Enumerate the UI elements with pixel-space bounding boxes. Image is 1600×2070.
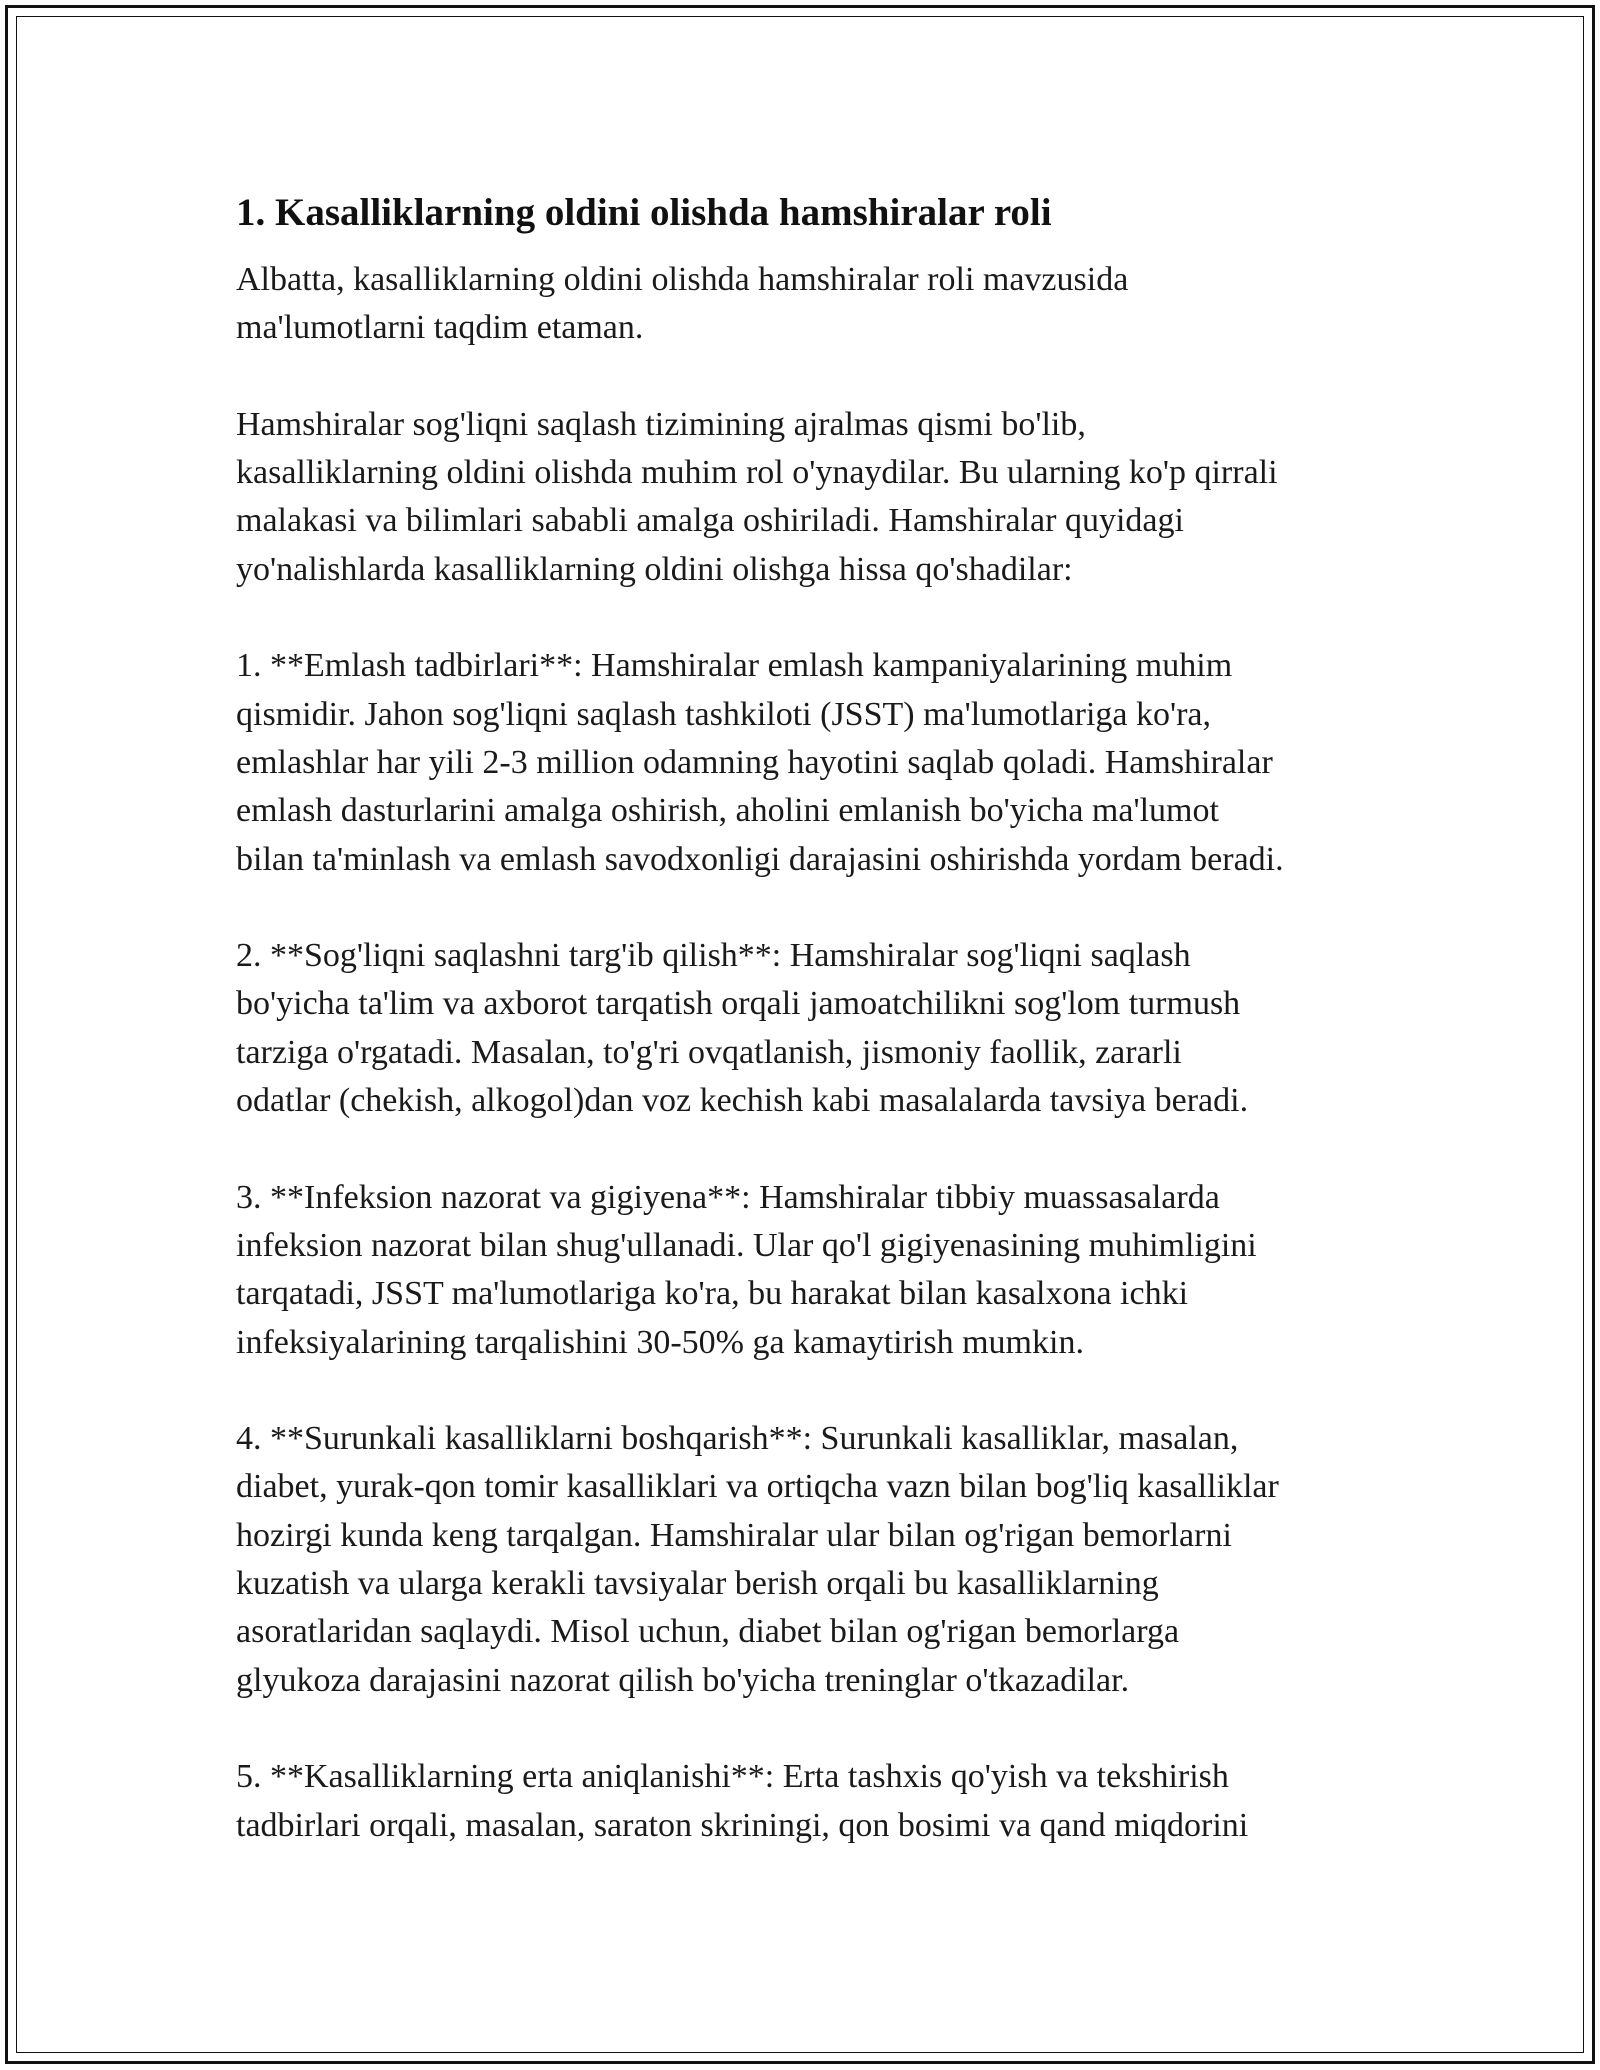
list-item-infection-control: 3. **Infeksion nazorat va gigiyena**: Hamshiralar tibbiy muassasalarda infeksion nazorat bilan shug'ullanadi. Ular qo'l gigiyenasining muhimligini tarqatadi, JSST ma'lumotlariga ko'ra, bu harakat bilan kasalxona ichki infeksiyalarining tarqalishini 30-50% ga kamaytirish mumkin.: [236, 1178, 1257, 1361]
list-item-chronic-disease: 4. **Surunkali kasalliklarni boshqarish**: Surunkali kasalliklar, masalan, diabet, yurak-qon tomir kasalliklari va ortiqcha vazn bilan bog'liq kasalliklar hozirgi kunda keng tarqalgan. Hamshiralar ular bilan og'rigan bemorlarni kuzatish va ularga kerakli tavsiyalar berish orqali bu kasalliklarning asoratlaridan saqlaydi. Misol uchun, diabet bilan og'rigan bemorlarga glyukoza darajasini nazorat qilish bo'yicha treninglar o'tkazadilar.: [236, 1420, 1279, 1699]
paragraph-overview: Hamshiralar sog'liqni saqlash tizimining ajralmas qismi bo'lib, kasalliklarning oldini olishda muhim rol o'ynaydilar. Bu ularning ko'p qirrali malakasi va bilimlari sababli amalga oshiriladi. Hamshiralar quyidagi yo'nalishlarda kasalliklarning oldini olishga hissa qo'shadilar:: [236, 405, 1278, 588]
list-item-health-promotion: 2. **Sog'liqni saqlashni targ'ib qilish**: Hamshiralar sog'liqni saqlash bo'yicha ta'lim va axborot tarqatish orqali jamoatchilikni sog'lom turmush tarziga o'rgatadi. Masalan, to'g'ri ovqatlanish, jismoniy faollik, zararli odatlar (chekish, alkogol)dan voz kechish kabi masalalarda tavsiya beradi.: [236, 937, 1249, 1120]
document-title: 1. Kasalliklarning oldini olishda hamshiralar roli: [236, 191, 1052, 234]
paragraph-intro: Albatta, kasalliklarning oldini olishda hamshiralar roli mavzusida ma'lumotlarni taqdim etaman.: [236, 261, 1129, 347]
document-body: [236, 188, 1406, 1850]
list-item-vaccination: 1. **Emlash tadbirlari**: Hamshiralar emlash kampaniyalarining muhim qismidir. Jahon sog'liqni saqlash tashkiloti (JSST) ma'lumotlariga ko'ra, emlashlar har yili 2-3 million odamning hayotini saqlab qoladi. Hamshiralar emlash dasturlarini amalga oshirish, aholini emlanish bo'yicha ma'lumot bilan ta'minlash va emlash savodxonligi darajasini oshirishda yordam beradi.: [236, 647, 1284, 878]
list-item-early-detection: 5. **Kasalliklarning erta aniqlanishi**: Erta tashxis qo'yish va tekshirish tadbirlari orqali, masalan, saraton skriningi, qon bosimi va qand miqdorini: [236, 1758, 1249, 1844]
